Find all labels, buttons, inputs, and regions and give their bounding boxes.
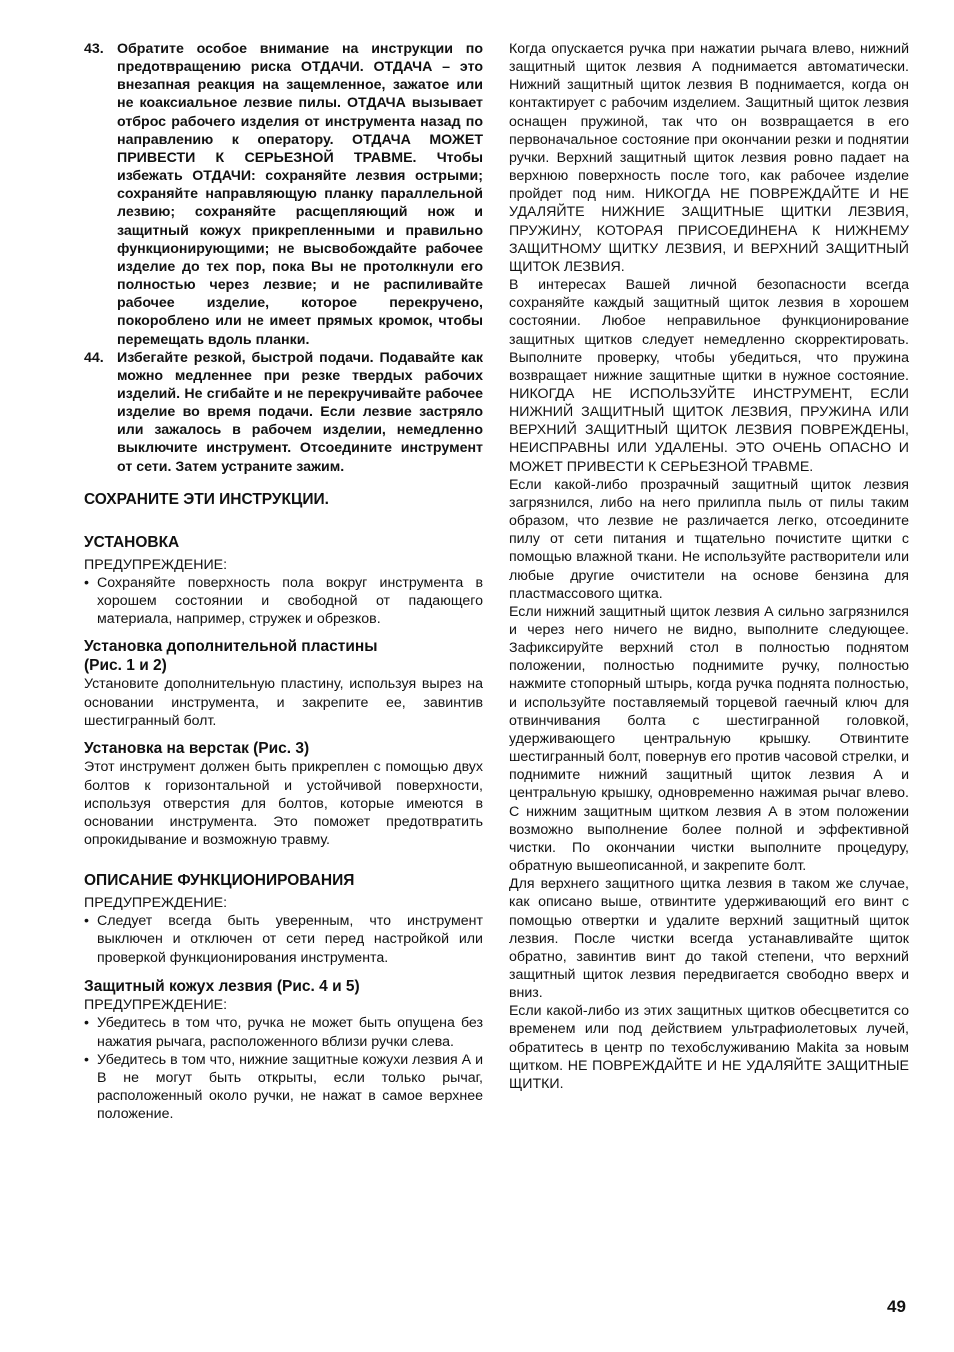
bullet-text: Убедитесь в том что, ручка не может быть опущена без нажатия рычага, расположенного вблизи ручки слева.	[97, 1015, 483, 1050]
bullet-text: Сохраняйте поверхность пола вокруг инструмента в хорошем состоянии и свободной от падающего материала, например, стружек и обрезков.	[97, 574, 483, 628]
bullet-icon: •	[84, 574, 89, 591]
instruction-item-44	[84, 349, 483, 476]
item-text: Избегайте резкой, быстрой подачи. Подавайте как можно медленнее при резке твердых рабочих изделий. Не сгибайте и не перекручивайте рабочее изделие во время подачи. Если лезвие застряло или зажалось в рабочем изделии, немедленно выключите инструмент. Отсоедините инструмент от сети. Затем устраните зажим.	[117, 349, 483, 475]
bullet-item	[84, 1014, 483, 1050]
warning-label: ПРЕДУПРЕЖДЕНИЕ:	[84, 556, 228, 573]
paragraph: Если какой-либо прозрачный защитный щиток лезвия загрязнился, либо на него прилипла пыль от пилы таким образом, что лезвие не различается легко, отсоедините пилу от сети питания и тщательно почистите щитки с помощью влажной ткани. Не используйте растворители или любые другие очистители на основе бензина для пластмассового щитка.	[509, 476, 909, 602]
left-column	[84, 40, 483, 1123]
instruction-item-43	[84, 40, 483, 349]
item-number: 43.	[84, 41, 104, 57]
bench-heading: Установка на верстак (Рис. 3)	[84, 739, 310, 757]
bullet-icon: •	[84, 913, 89, 930]
paragraph: В интересах Вашей личной безопасности всегда сохраняйте каждый защитный щиток лезвия в хорошем состоянии. Любое неправильное функционирование защитных щитков следует немедленно скорректировать. Выполните проверку, чтобы убедиться, что пружина возвращает нижние защитные щитки в нужное состояние. НИКОГДА НЕ ИСПОЛЬЗУЙТЕ ИНСТРУМЕНТ, ЕСЛИ НИЖНИЙ ЗАЩИТНЫЙ ЩИТОК ЛЕЗВИЯ, ПРУЖИНА ИЛИ ВЕРХНИЙ ЗАЩИТНЫЙ ЩИТОК ЛЕЗВИЯ ПОВРЕЖДЕНЫ, НЕИСПРАВНЫ ИЛИ УДАЛЕНЫ. ЭТО ОЧЕНЬ ОПАСНО И МОЖЕТ ПРИВЕСТИ К СЕРЬЕЗНОЙ ТРАВМЕ.	[509, 277, 909, 475]
page-number: 49	[887, 1297, 906, 1316]
bullet-item	[84, 574, 483, 628]
function-description-heading: ОПИСАНИЕ ФУНКЦИОНИРОВАНИЯ	[84, 872, 355, 890]
bullet-text: Следует всегда быть уверенным, что инструмент выключен и отключен от сети перед настройкой или проверкой функционирования инструмента.	[97, 913, 483, 966]
item-number: 44.	[84, 349, 104, 366]
bullet-text: Убедитесь в том что, нижние защитные кожухи лезвия А и В не могут быть открыты, если только рычаг, расположенный около ручки, не нажат в самое верхнее положение.	[97, 1051, 483, 1123]
paragraph: Когда опускается ручка при нажатии рычага влево, нижний защитный щиток лезвия А поднимается автоматически. Нижний защитный щиток лезвия В поднимается, когда он контактирует с рабочим изделием. Защитный щиток лезвия оснащен пружиной, так что он возвращается в его первоначальное состояние при окончании резки и поднятии ручки. Верхний защитный щиток лезвия ровно падает на верхнюю поверхность после того, как рабочее изделие пройдет под ним. НИКОГДА НЕ ПОВРЕЖДАЙТЕ И НЕ УДАЛЯЙТЕ НИЖНИЕ ЗАЩИТНЫЕ ЩИТКИ ЛЕЗВИЯ, ПРУЖИНУ, КОТОРАЯ ПРИСОЕДИНЕНА К НИЖНЕМУ ЗАЩИТНОМУ ЩИТКУ ЛЕЗВИЯ, И ВЕРХНИЙ ЗАЩИТНЫЙ ЩИТОК ЛЕЗВИЯ.	[509, 41, 909, 275]
installation-heading: УСТАНОВКА	[84, 533, 180, 551]
bullet-item	[84, 912, 483, 966]
blade-guard-heading: Защитный кожух лезвия (Рис. 4 и 5)	[84, 977, 360, 995]
paragraph: Если какой-либо из этих защитных щитков обесцветится со временем или под действием ультрафиолетовых лучей, обратитесь в центр по техобслуживанию Makita за новым щитком. НЕ ПОВРЕЖДАЙТЕ И НЕ УДАЛЯЙТЕ ЗАЩИТНЫЕ ЩИТКИ.	[509, 1003, 909, 1092]
paragraph: Если нижний защитный щиток лезвия А сильно загрязнился и через него ничего не видно, выполните следующее. Зафиксируйте верхний стол в полностью поднятом положении, полностью поднимите ручку, полностью нажмите стопорный штырь, когда ручка поднята полностью, и используйте поставляемый торцевой гаечный ключ для отвинчивания болта с шестигранной головкой, удерживающего центральную крышку. Отвинтите шестигранный болт, повернув его против часовой стрелки, и поднимите нижний защитный щиток лезвия А и центральную крышку, одновременно нажимая рычаг влево. С нижним защитным щитком лезвия А в этом положении возможно выполнение более полной и эффективной чистки. По окончании чистки выполните процедуру, обратную вышеописанной, и закрепите болт.	[509, 603, 909, 875]
bullet-item	[84, 1051, 483, 1124]
bench-text: Этот инструмент должен быть прикреплен с помощью двух болтов к горизонтальной и устойчивой поверхности, используя отверстия для болтов, которые имеются в основании инструмента. Это поможет предотвратить опрокидывание и возможную травму.	[84, 759, 483, 848]
plate-heading	[84, 638, 483, 675]
warning-label: ПРЕДУПРЕЖДЕНИЕ:	[84, 997, 228, 1014]
warning-label: ПРЕДУПРЕЖДЕНИЕ:	[84, 895, 228, 912]
item-text: Обратите особое внимание на инструкции по предотвращению риска ОТДАЧИ. ОТДАЧА – это внезапная реакция на защемленное, зажатое или не коаксиальное лезвие пилы. ОТДАЧА вызывает отброс рабочего изделия от инструмента назад по направлению к оператору. ОТДАЧА МОЖЕТ ПРИВЕСТИ К СЕРЬЕЗНОЙ ТРАВМЕ. Чтобы избежать ОТДАЧИ: сохраняйте лезвия острыми; сохраняйте направляющую планку параллельной лезвию; сохраняйте расщепляющий нож и защитный кожух прикрепленными и правильно функционирующими; не высвобождайте рабочее изделие до тех пор, пока Вы не протолкнули его полностью через лезвие; и не распиливайте рабочее изделие, которое перекручено, покороблено или не имеет прямых кромок, чтобы перемещать вдоль планки.	[117, 41, 483, 348]
right-column	[509, 40, 909, 1093]
plate-heading-line-1: Установка дополнительной пластины	[84, 638, 378, 656]
save-instructions-heading: СОХРАНИТЕ ЭТИ ИНСТРУКЦИИ.	[84, 490, 329, 508]
bullet-icon: •	[84, 1015, 89, 1032]
plate-heading-line-2: (Рис. 1 и 2)	[84, 656, 167, 674]
bullet-icon: •	[84, 1051, 89, 1068]
paragraph: Для верхнего защитного щитка лезвия в таком же случае, как описано выше, отвинтите удерживающий его винт с помощью отвертки и удалите верхний защитный щиток лезвия. После чистки всегда устанавливайте щиток обратно, завинтив винт до такой степени, что верхний защитный щиток лезвия передвигается свободно вверх и вниз.	[509, 876, 909, 1002]
plate-text: Установите дополнительную пластину, используя вырез на основании инструмента, и закрепите ее, завинтив шестигранный болт.	[84, 676, 483, 729]
